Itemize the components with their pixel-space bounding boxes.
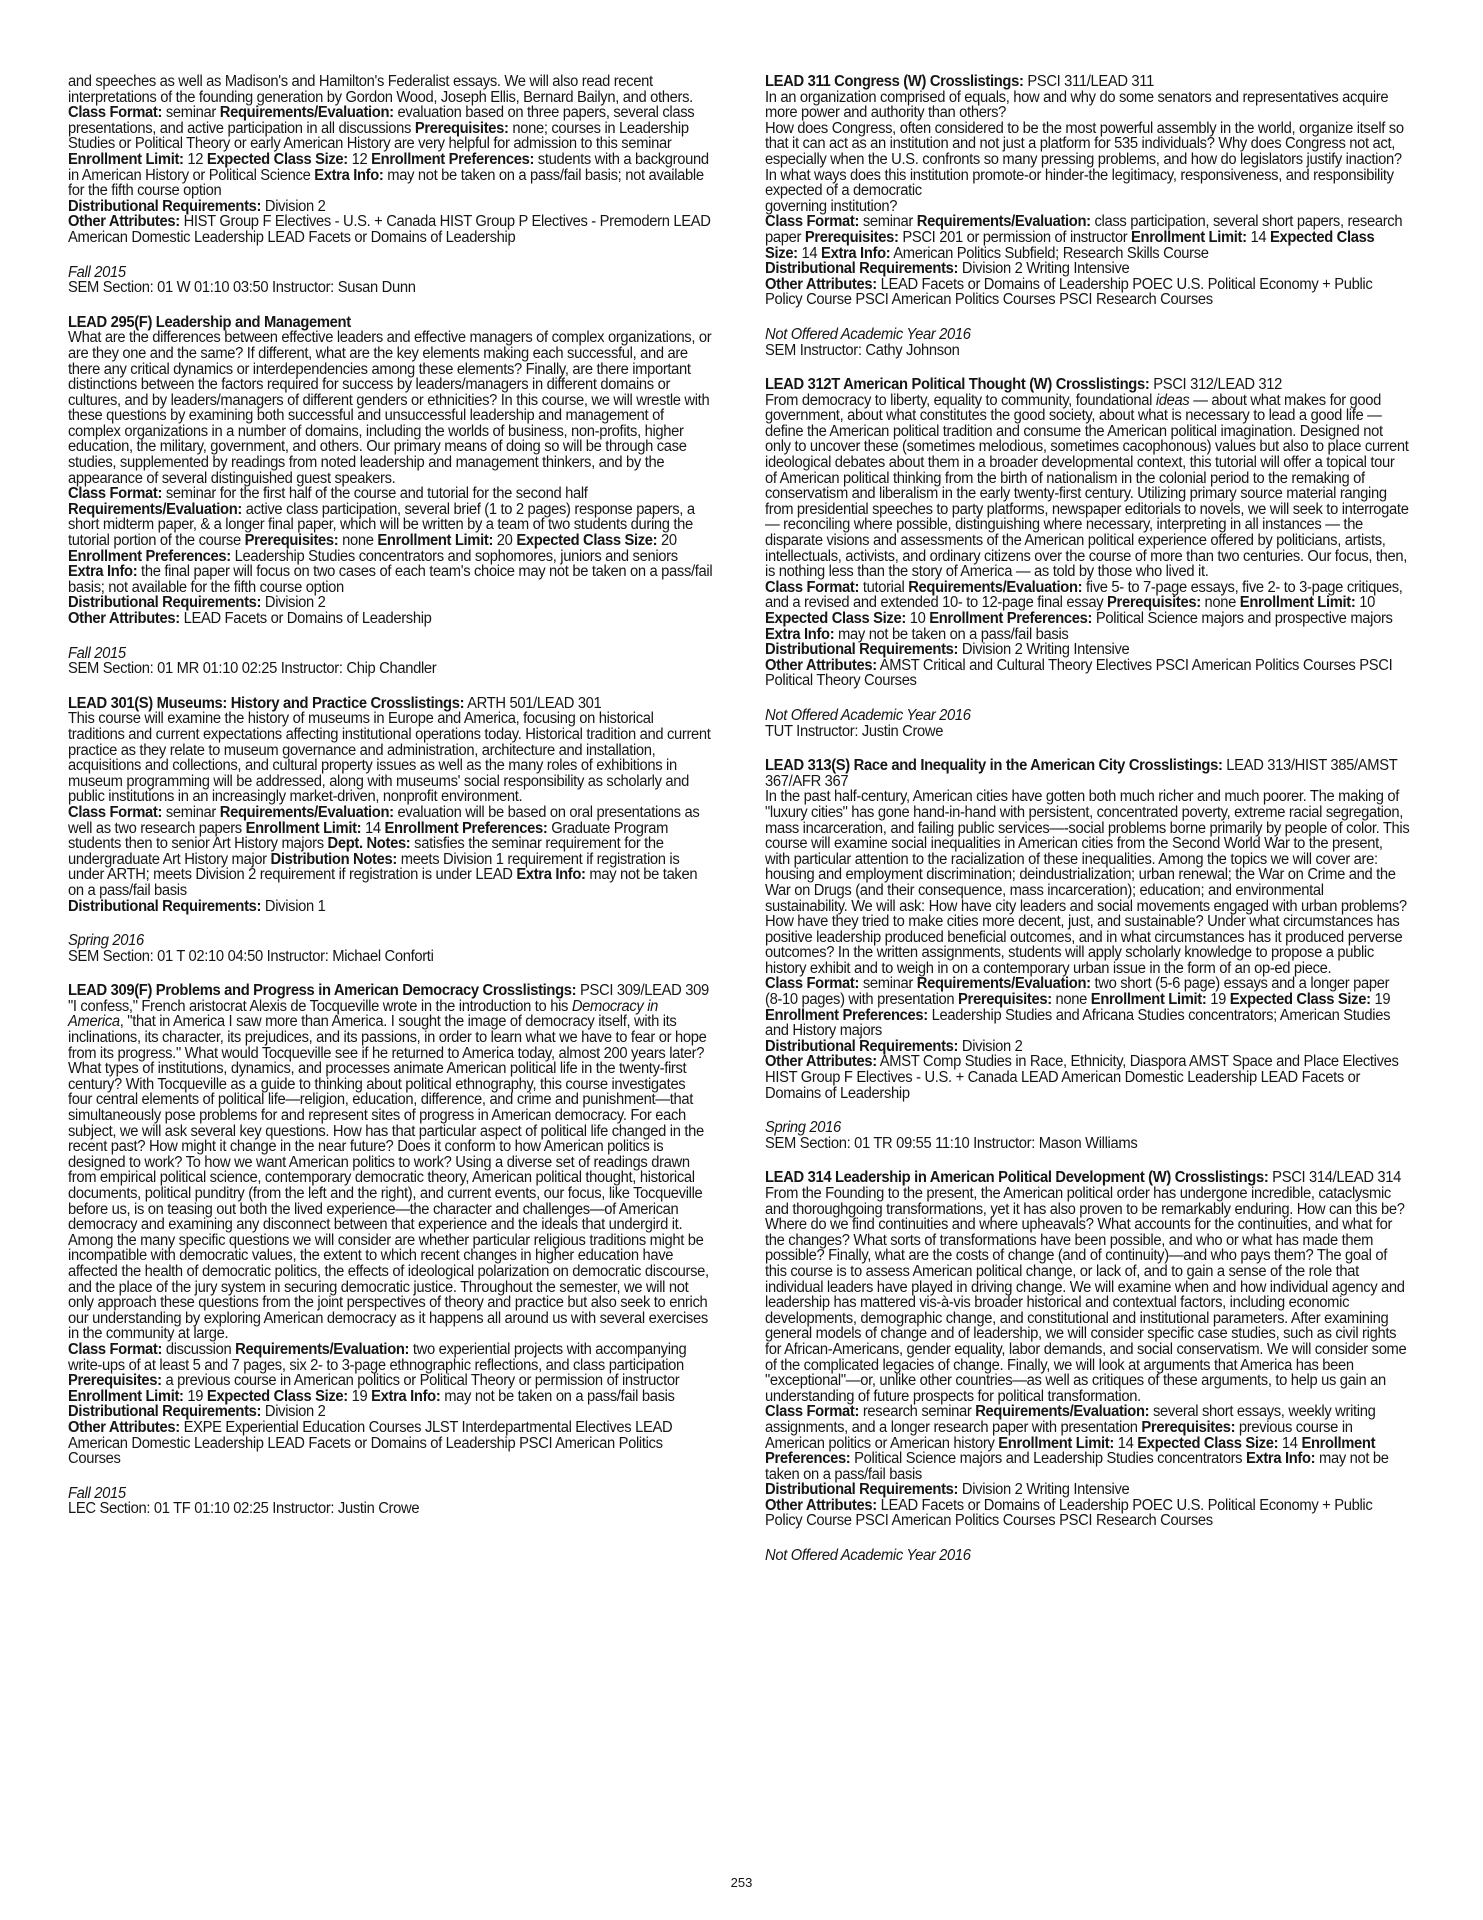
- section-info: SEM Section: 01 TR 09:55 11:10 Instructor: Mason Williams: [765, 1134, 1138, 1152]
- distributional-requirements: Distributional Requirements: Division 2: [68, 594, 326, 612]
- term: Not Offered Academic Year 2016: [765, 325, 971, 343]
- distributional-requirements: Distributional Requirements: Division 1: [68, 897, 326, 915]
- course-description: What are the differences between effective leaders and effective managers of complex organizations, or are they one and the same? If different, what are the key elements making each successful, and are there any critical dynamics or interdependencies among these elements? Finally, are there important distinctions between the factors required for success by leaders/managers in different domains or cultures, and by leaders/managers of different genders or ethnicities? In this course, we will wrestle with these questions by examining both successful and unsuccessful leadership and management of complex organizations in a number of domains, including the worlds of business, non-profits, higher education, the military, government, and others. Our primary means of doing so will be through case studies, supplemented by readings from noted leadership and management thinkers, and by the appearance of several distinguished guest speakers.: [68, 329, 712, 487]
- section-info: SEM Instructor: Cathy Johnson: [765, 341, 960, 359]
- section-info: SEM Section: 01 W 01:10 03:50 Instructor: Susan Dunn: [68, 279, 416, 297]
- course-details: Class Format: seminar Requirements/Evaluation: evaluation based on three papers, several class presentations, and active participation in all discussions Prerequisites: none; courses in Leadership Studies or Political Theory or early American History are very helpful for admission to this seminar Enrollment Limit: 12 Expected Class Size: 12 Enrollment Preferences: students with a background in American History or Political Science Extra Info: may not be taken on a pass/fail basis; not available for the fifth course option: [68, 104, 709, 200]
- course-entry-lead-301: [68, 696, 713, 965]
- term: Spring 2016: [765, 1119, 841, 1137]
- left-column: [68, 74, 713, 1517]
- distributional-requirements: Distributional Requirements: Division 2: [765, 1037, 1023, 1055]
- course-description: In the past half-century, American cities have gotten both much richer and much poorer. The making of "luxury cities" has gone hand-in-hand with persistent, concentrated poverty, extreme racial segregation, mass incarceration, and failing public services—-social problems borne primarily by people of color. This course will examine social inequalities in American cities from the Second World War to the present, with particular attention to the racialization of these inequalities. Among the topics we will cover are: housing and employment discrimination; deindustrialization; urban renewal; the War on Crime and the War on Drugs (and their consequence, mass incarceration); education; and environmental sustainability. We will ask: How have city leaders and social movements engaged with urban problems? How have they tried to make cities more decent, just, and sustainable? Under what circumstances has positive leadership produced beneficial outcomes, and in what circumstances has it produced perverse outcomes? In the written assignments, students will apply scholarly knowledge to propose a public history exhibit and to weigh in on a contemporary urban issue in the form of an op-ed piece.: [765, 788, 1410, 977]
- term: Fall 2015: [68, 263, 126, 281]
- course-description: This course will examine the history of museums in Europe and America, focusing on historical traditions and current expectations affecting institutional operations today. Historical tradition and current practice as they relate to museum governance and administration, architecture and installation, acquisitions and collections, and cultural property issues as well as the many roles of exhibitions in museum programming will be addressed, along with museums' social responsibility as scholarly and public institutions in an increasingly market-driven, nonprofit environment.: [68, 710, 711, 806]
- term: Fall 2015: [68, 1484, 126, 1502]
- course-details: Class Format: seminar Requirements/Evaluation: two short (5-6 page) essays and a longer paper (8-10 pages) with presentation Prerequisites: none Enrollment Limit: 19 Expected Class Size: 19 Enrollment Preferences: Leadership Studies and Africana Studies concentrators; American Studies and History majors: [765, 975, 1391, 1040]
- term: Not Offered Academic Year 2016: [765, 1547, 971, 1565]
- course-details: Class Format: seminar Requirements/Evaluation: class participation, several short papers, research paper Prerequisites: PSCI 201 or permission of instructor Enrollment Limit: 14 Expected Class Size: 14 Extra Info: American Politics Subfield; Research Skills Course: [765, 213, 1403, 262]
- course-title: LEAD 295(F) Leadership and Management: [68, 313, 351, 331]
- course-description: In an organization comprised of equals, how and why do some senators and representatives acquire more power and authority than others?: [765, 88, 1389, 122]
- course-title: LEAD 313(S) Race and Inequality in the American City Crosslistings: LEAD 313/HIST 385/AMST 367/AFR 367: [765, 757, 1398, 790]
- course-title: LEAD 312T American Political Thought (W) Crosslistings: PSCI 312/LEAD 312: [765, 376, 1283, 394]
- course-description: "I confess," French aristocrat Alexis de Tocqueville wrote in the introduction to his Democracy in America, "that in America I saw more than America. I sought the image of democracy itself, with its inclinations, its character, its prejudices, and its passions, in order to learn what we have to fear or hope from its progress." What would Tocqueville see if he returned to America today, almost 200 years later? What types of institutions, dynamics, and processes animate American political life in the twenty-first century? With Tocqueville as a guide to thinking about political ethnography, this course investigates four central elements of political life—religion, education, difference, and crime and punishment—that simultaneously pose problems for and represent sites of progress in American democracy. For each subject, we will ask several key questions. How has that particular aspect of political life changed in the recent past? How might it change in the near future? Does it conform to how American politics is designed to work? To how we want American politics to work? Using a diverse set of readings drawn from empirical political science, contemporary democratic theory, American political thought, historical documents, political punditry (from the left and the right), and current events, our focus, like Tocqueville before us, is on teasing out both the lived experience—the character and challenges—of American democracy and examining any disconnect between that experience and the ideals that undergird it. Among the many specific questions we will consider are whether particular religious traditions might be incompatible with democratic values, the extent to which recent changes in higher education have affected the health of democratic politics, the effects of ideological polarization on democratic discourse, and the place of the jury system in securing democratic justice. Throughout the semester, we will not only approach these questions from the joint perspectives of theory and practice but also seek to enrich our understanding by exploring American democracy as it happens all around us with several exercises in the community at large.: [68, 997, 709, 1343]
- course-entry-lead-312t: [765, 377, 1410, 739]
- course-title: LEAD 314 Leadership in American Political Development (W) Crosslistings: PSCI 314/LEAD 314: [765, 1169, 1402, 1187]
- catalog-page: [68, 74, 1434, 1914]
- course-entry-continued: [68, 74, 713, 296]
- course-details: Class Format: discussion Requirements/Evaluation: two experiential projects with accompanying write-ups of at least 5 and 7 pages, six 2- to 3-page ethnographic reflections, and class participation Prerequisites: a previous course in American politics or Political Theory or permission of instructor Enrollment Limit: 19 Expected Class Size: 19 Extra Info: may not be taken on a pass/fail basis: [68, 1340, 687, 1405]
- other-attributes: Other Attributes: LEAD Facets or Domains of Leadership POEC U.S. Political Economy + Public Policy Course PSCI American Politics Courses PSCI Research Courses: [765, 1496, 1373, 1530]
- other-attributes: Other Attributes: HIST Group F Electives - U.S. + Canada HIST Group P Electives - Premodern LEAD American Domestic Leadership LEAD Facets or Domains of Leadership: [68, 213, 711, 246]
- term: Spring 2016: [68, 932, 144, 950]
- course-title: LEAD 311 Congress (W) Crosslistings: PSCI 311/LEAD 311: [765, 73, 1154, 90]
- other-attributes: Other Attributes: EXPE Experiential Education Courses JLST Interdepartmental Electives LEAD American Domestic Leadership LEAD Facets or Domains of Leadership PSCI American Politics Courses: [68, 1418, 673, 1468]
- other-attributes: Other Attributes: AMST Comp Studies in Race, Ethnicity, Diaspora AMST Space and Place Electives HIST Group F Electives - U.S. + Canada LEAD American Domestic Leadership LEAD Facets or Domains of Leadership: [765, 1053, 1399, 1102]
- section-info: LEC Section: 01 TF 01:10 02:25 Instructor: Justin Crowe: [68, 1500, 420, 1518]
- course-details: Class Format: seminar for the first half of the course and tutorial for the second half Requirements/Evaluation: active class participation, several brief (1 to 2 pages) response papers, a short midterm paper, & a longer final paper, which will be written by a team of two students during the tutorial portion of the course Prerequisites: none Enrollment Limit: 20 Expected Class Size: 20 Enrollment Preferences: Leadership Studies concentrators and sophomores, juniors and seniors Extra Info: the final paper will focus on two cases of each team's choice may not be taken on a pass/fail basis; not available for the fifth course option: [68, 485, 713, 596]
- course-description: From democracy to liberty, equality to community, foundational ideas — about what makes for good government, about what constitutes the good society, about what is necessary to lead a good life — define the American political tradition and consume the American political imagination. Designed not only to uncover these (sometimes melodious, sometimes cacophonous) values but also to place current ideological debates about them in a broader developmental context, this tutorial will offer a topical tour of American political thinking from the birth of nationalism in the colonial period to the remaking of conservatism and liberalism in the early twenty-first century. Utilizing primary source material ranging from presidential speeches to party platforms, newspaper editorials to novels, we will seek to interrogate — reconciling where possible, distinguishing where necessary, interpreting in all instances — the disparate visions and assessments of the American political experience offered by politicians, artists, intellectuals, activists, and ordinary citizens over the course of more than two centuries. Our focus, then, is nothing less than the story of America — as told by those who lived it.: [765, 391, 1409, 581]
- distributional-requirements: Distributional Requirements: Division 2: [68, 1403, 326, 1421]
- other-attributes: Other Attributes: LEAD Facets or Domains of Leadership POEC U.S. Political Economy + Public Policy Course PSCI American Politics Courses PSCI Research Courses: [765, 275, 1373, 309]
- other-attributes: Other Attributes: AMST Critical and Cultural Theory Electives PSCI American Politics Courses PSCI Political Theory Courses: [765, 656, 1393, 690]
- distributional-requirements: Distributional Requirements: Division 2 Writing Intensive: [765, 260, 1130, 278]
- right-column: [765, 74, 1410, 1564]
- course-details: Class Format: tutorial Requirements/Evaluation: five 5- to 7-page essays, five 2- to 3-page critiques, and a revised and extended 10- to 12-page final essay Prerequisites: none Enrollment Limit: 10 Expected Class Size: 10 Enrollment Preferences: Political Science majors and prospective majors Extra Info: may not be taken on a pass/fail basis: [765, 578, 1403, 643]
- course-title: LEAD 309(F) Problems and Progress in American Democracy Crosslistings: PSCI 309/LEAD 309: [68, 982, 709, 1000]
- term: Not Offered Academic Year 2016: [765, 706, 971, 724]
- section-info: TUT Instructor: Justin Crowe: [765, 722, 944, 740]
- page-number: 253: [730, 1875, 753, 1890]
- course-description: governing institution?: [765, 197, 898, 215]
- course-title: LEAD 301(S) Museums: History and Practice Crosslistings: ARTH 501/LEAD 301: [68, 694, 602, 712]
- course-details: Class Format: seminar Requirements/Evaluation: evaluation will be based on oral presentations as well as two research papers Enrollment Limit: 14 Enrollment Preferences: Graduate Program students then to senior Art History majors Dept. Notes: satisfies the seminar requirement for the undergraduate Art History major Distribution Notes: meets Division 1 requirement if registration is under ARTH; meets Division 2 requirement if registration is under LEAD Extra Info: may not be taken on a pass/fail basis: [68, 803, 700, 899]
- section-info: SEM Section: 01 MR 01:10 02:25 Instructor: Chip Chandler: [68, 660, 437, 678]
- course-entry-lead-313: [765, 758, 1410, 1151]
- distributional-requirements: Distributional Requirements: Division 2 Writing Intensive: [765, 641, 1130, 659]
- section-info: SEM Section: 01 T 02:10 04:50 Instructor: Michael Conforti: [68, 947, 434, 965]
- course-description: From the Founding to the present, the American political order has undergone incredible, cataclysmic and thoroughgoing transformations, yet it has also proven to be remarkably enduring. How can this be? Where do we find continuities and where upheavals? What accounts for the continuities, and what for the changes? What sorts of transformations have been possible, and who or what has made them possible? Finally, what are the costs of change (and of continuity)—and who pays them? The goal of this course is to assess American political change, or lack of, and to gain a sense of the role that individual leaders have played in driving change. We will examine when and how individual agency and leadership has mattered vis-à-vis broader historical and contextual factors, including economic developments, demographic change, and constitutional and institutional parameters. After examining general models of change and of leadership, we will consider specific case studies, such as civil rights for African-Americans, gender equality, labor demands, and social conservatism. We will consider some of the complicated legacies of change. Finally, we will look at arguments that America has been "exceptional"—or, unlike other countries—as well as critiques of these arguments, to help us gain an understanding of future prospects for political transformation.: [765, 1185, 1407, 1405]
- other-attributes: Other Attributes: LEAD Facets or Domains of Leadership: [68, 610, 432, 627]
- term: Fall 2015: [68, 644, 126, 662]
- distributional-requirements: Distributional Requirements: Division 2: [68, 197, 326, 215]
- course-details: Class Format: research seminar Requirements/Evaluation: several short essays, weekly writing assignments, and a longer research paper with presentation Prerequisites: previous course in American politics or American history Enrollment Limit: 14 Expected Class Size: 14 Enrollment Preferences: Political Science majors and Leadership Studies concentrators Extra Info: may not be taken on a pass/fail basis: [765, 1403, 1389, 1483]
- distributional-requirements: Distributional Requirements: Division 2 Writing Intensive: [765, 1481, 1130, 1499]
- course-entry-lead-311: [765, 74, 1410, 358]
- course-description: and speeches as well as Madison's and Hamilton's Federalist essays. We will also read recent interpretations of the founding generation by Gordon Wood, Joseph Ellis, Bernard Bailyn, and others.: [68, 73, 693, 106]
- course-description: How does Congress, often considered to be the most powerful assembly in the world, organize itself so that it can act as an institution and not just a platform for 535 individuals? Why does Congress not act, especially when the U.S. confronts so many pressing problems, and how do legislators justify inaction? In what ways does this institution promote-or hinder-the legitimacy, responsiveness, and responsibility expected of a democratic: [765, 119, 1404, 200]
- course-entry-lead-314: [765, 1170, 1410, 1563]
- course-entry-lead-309: [68, 983, 713, 1517]
- course-entry-lead-295: [68, 315, 713, 677]
